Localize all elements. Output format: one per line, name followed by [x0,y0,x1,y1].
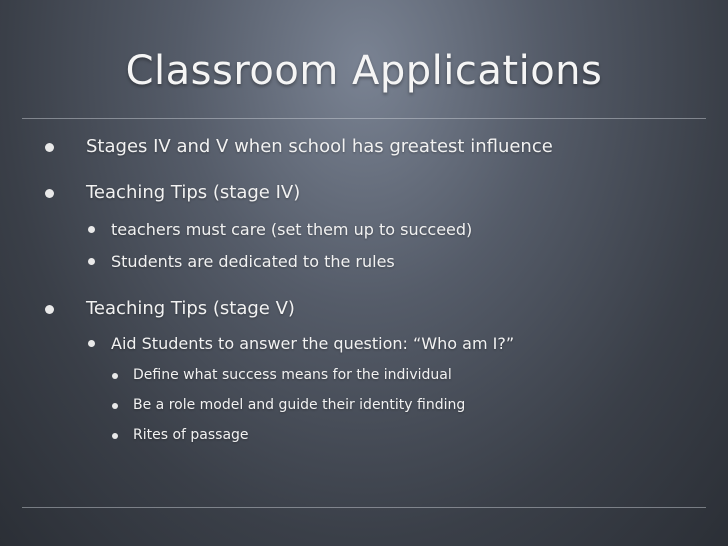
bullet-dot-icon [45,189,54,198]
bullet-text: Rites of passage [133,427,249,443]
footer-divider [22,507,706,508]
bullet-text: Be a role model and guide their identity finding [133,397,466,413]
bullet-dot-icon [45,143,54,152]
bullet-dot-icon [88,226,95,233]
sub-sub-bullet-item [133,367,452,383]
bullet-dot-icon [45,305,54,314]
sub-sub-bullet-item [133,397,465,413]
sub-bullet-item [111,334,514,353]
bullet-text: Aid Students to answer the question: “Who am I?” [111,334,515,353]
bullet-item [86,298,295,319]
bullet-text: Students are dedicated to the rules [111,252,395,271]
bullet-text: teachers must care (set them up to succeed) [111,220,473,239]
slide-title: Classroom Applications [125,48,603,94]
title-divider [22,118,706,119]
sub-bullet-item [111,220,472,239]
bullet-text: Teaching Tips (stage V) [86,298,295,319]
bullet-text: Stages IV and V when school has greatest influence [86,136,553,157]
sub-sub-bullet-item [133,427,249,443]
bullet-dot-icon [88,340,95,347]
bullet-dot-icon [112,433,118,439]
bullet-dot-icon [112,373,118,379]
sub-bullet-item [111,252,395,271]
bullet-dot-icon [112,403,118,409]
bullet-item [86,136,553,157]
bullet-text: Define what success means for the individual [133,367,452,383]
bullet-text: Teaching Tips (stage IV) [86,182,301,203]
bullet-item [86,182,300,203]
bullet-dot-icon [88,258,95,265]
